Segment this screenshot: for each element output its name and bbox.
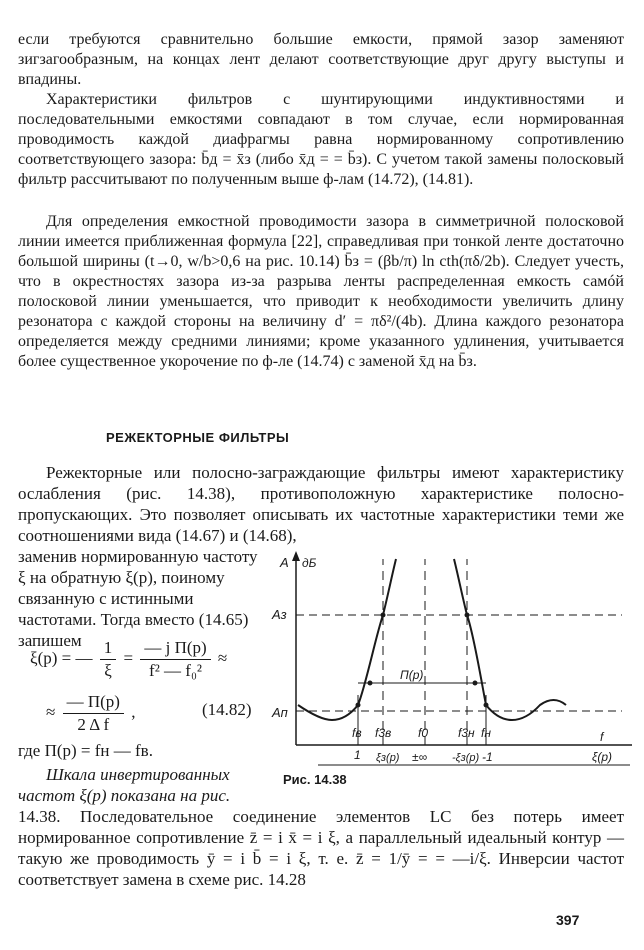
equation-lhs: ξ(р) = — bbox=[30, 648, 93, 668]
fraction-3-denominator: 2 Δ f bbox=[77, 715, 110, 734]
paragraph-2: Характеристики фильтров с шунтирующими индуктивностями и последовательными емкостями совпадают в том случае, если нормированная проводимость каждой диафрагмы равна нормированному сопротивлению соответствующего зазора: b̄д = x̄з (либо x̄д = = b̄з). С учетом такой замены полосковый фильтр рассчитывают по полученным выше ф-лам (14.72), (14.81). bbox=[18, 91, 624, 188]
tick-label-fv: fв bbox=[352, 726, 362, 740]
tick-label-f0: f0 bbox=[418, 726, 429, 740]
tick-label-f3v: f3в bbox=[375, 726, 392, 740]
y-axis-arrow bbox=[292, 551, 300, 561]
paragraph-3: Для определения емкостной проводимости зазора в симметричной полосковой линии имеется приближенная формула [22], справедливая при тонкой ленте достаточно большой ширины (t→0, w/b>0,6 на рис. 10.14) b̄з = (βb/π) ln cth(πδ/2b). Следует учесть, что в окрестностях зазора из-за разрыва ленты распределенная емкость самóй полосковой линии уменьшается, что приводит к необходимости увеличить длину резонатора с каждой стороны на величину d′ = πδ²/(4b). Длина каждого резонатора определяется между средними линиями; кроме указанного удлинения, учитывается более существенное укорочение по ф-ле (14.74) с заменой x̄д на b̄з. bbox=[18, 213, 624, 370]
point-band-left bbox=[368, 681, 373, 686]
point-band-right bbox=[473, 681, 478, 686]
xi-tick-neg-1: -1 bbox=[482, 750, 493, 764]
fraction-2-denominator: f² — f₀² bbox=[149, 661, 202, 680]
tick-label-f3n: f3н bbox=[458, 726, 475, 740]
equation-line-2 bbox=[46, 692, 135, 735]
fraction-1-numerator: 1 bbox=[100, 638, 117, 660]
fraction-1-denominator: ξ bbox=[104, 661, 112, 680]
point-fn bbox=[484, 703, 489, 708]
approx-sign: ≈ bbox=[217, 648, 228, 668]
equation-fraction-3 bbox=[63, 692, 124, 735]
tick-label-fn: fн bbox=[481, 726, 491, 740]
y-unit-label: дБ bbox=[302, 556, 317, 570]
equation-fraction-1 bbox=[100, 638, 117, 681]
point-fv bbox=[356, 703, 361, 708]
paragraph-6: где Π(р) = fн — fв. bbox=[18, 741, 153, 760]
level-low-label: Aп bbox=[272, 705, 288, 720]
figure-caption: Рис. 14.38 bbox=[283, 772, 347, 787]
point-f3v bbox=[381, 613, 386, 618]
approx-sign-2: ≈ bbox=[46, 702, 56, 722]
paragraph-7: Шкала инвертированных частот ξ(р) показана на рис. bbox=[18, 765, 231, 805]
paragraph-5: заменив нормированную частоту ξ на обратную ξ(р), поиному связанную с истинными частотами. Тогда вместо (14.65) запишем bbox=[18, 547, 258, 650]
point-f3n bbox=[465, 613, 470, 618]
fraction-2-numerator: — j Π(р) bbox=[140, 638, 210, 660]
fraction-3-numerator: — Π(р) bbox=[63, 692, 124, 714]
equals-sign: = bbox=[123, 648, 134, 668]
paragraph-1: если требуются сравнительно большие емкости, прямой зазор заменяют зигзагообразным, на концах лент делают соответствующие друг другу выступы и впадины. bbox=[18, 31, 624, 88]
paragraph-4: Режекторные или полосно-заграждающие фильтры имеют характеристику ослабления (рис. 14.38), противоположную характеристике полосно-пропускающих. Это позволяет описывать их частотные характеристики теми же соотношениями вида (14.67) и (14.68), bbox=[18, 463, 624, 545]
level-high-label: Aз bbox=[272, 607, 287, 622]
y-axis-label: A bbox=[280, 555, 289, 570]
x-axis-label: f bbox=[600, 730, 604, 744]
figure-14-38 bbox=[270, 545, 642, 770]
xi-tick-neg-xi3: -ξз(р) bbox=[452, 752, 480, 764]
xi-axis-label: ξ(р) bbox=[592, 750, 613, 764]
equation-line-1 bbox=[30, 638, 227, 681]
page-number: 397 bbox=[556, 912, 580, 928]
paragraph-8: 14.38. Последовательное соединение элементов LC без потерь имеет нормированное сопротивление z̄ = i x̄ = i ξ, а параллельный идеальный контур — такую же проводимость ȳ = i b̄ = i ξ, т. е. z̄ = 1/ȳ = = —i/ξ. Инверсии частот соответствует замена в схеме рис. 14.28 bbox=[18, 807, 624, 889]
equation-comma: , bbox=[131, 702, 136, 722]
attenuation-curve-left bbox=[298, 559, 396, 720]
xi-tick-xi3: ξз(р) bbox=[376, 752, 400, 764]
equation-fraction-2 bbox=[140, 638, 210, 681]
attenuation-curve-right bbox=[454, 559, 566, 720]
band-label: П(р) bbox=[400, 668, 424, 682]
section-heading: РЕЖЕКТОРНЫЕ ФИЛЬТРЫ bbox=[106, 430, 290, 445]
xi-tick-1: 1 bbox=[354, 748, 361, 762]
xi-tick-inf: ±∞ bbox=[412, 750, 428, 764]
equation-number: (14.82) bbox=[202, 700, 252, 719]
